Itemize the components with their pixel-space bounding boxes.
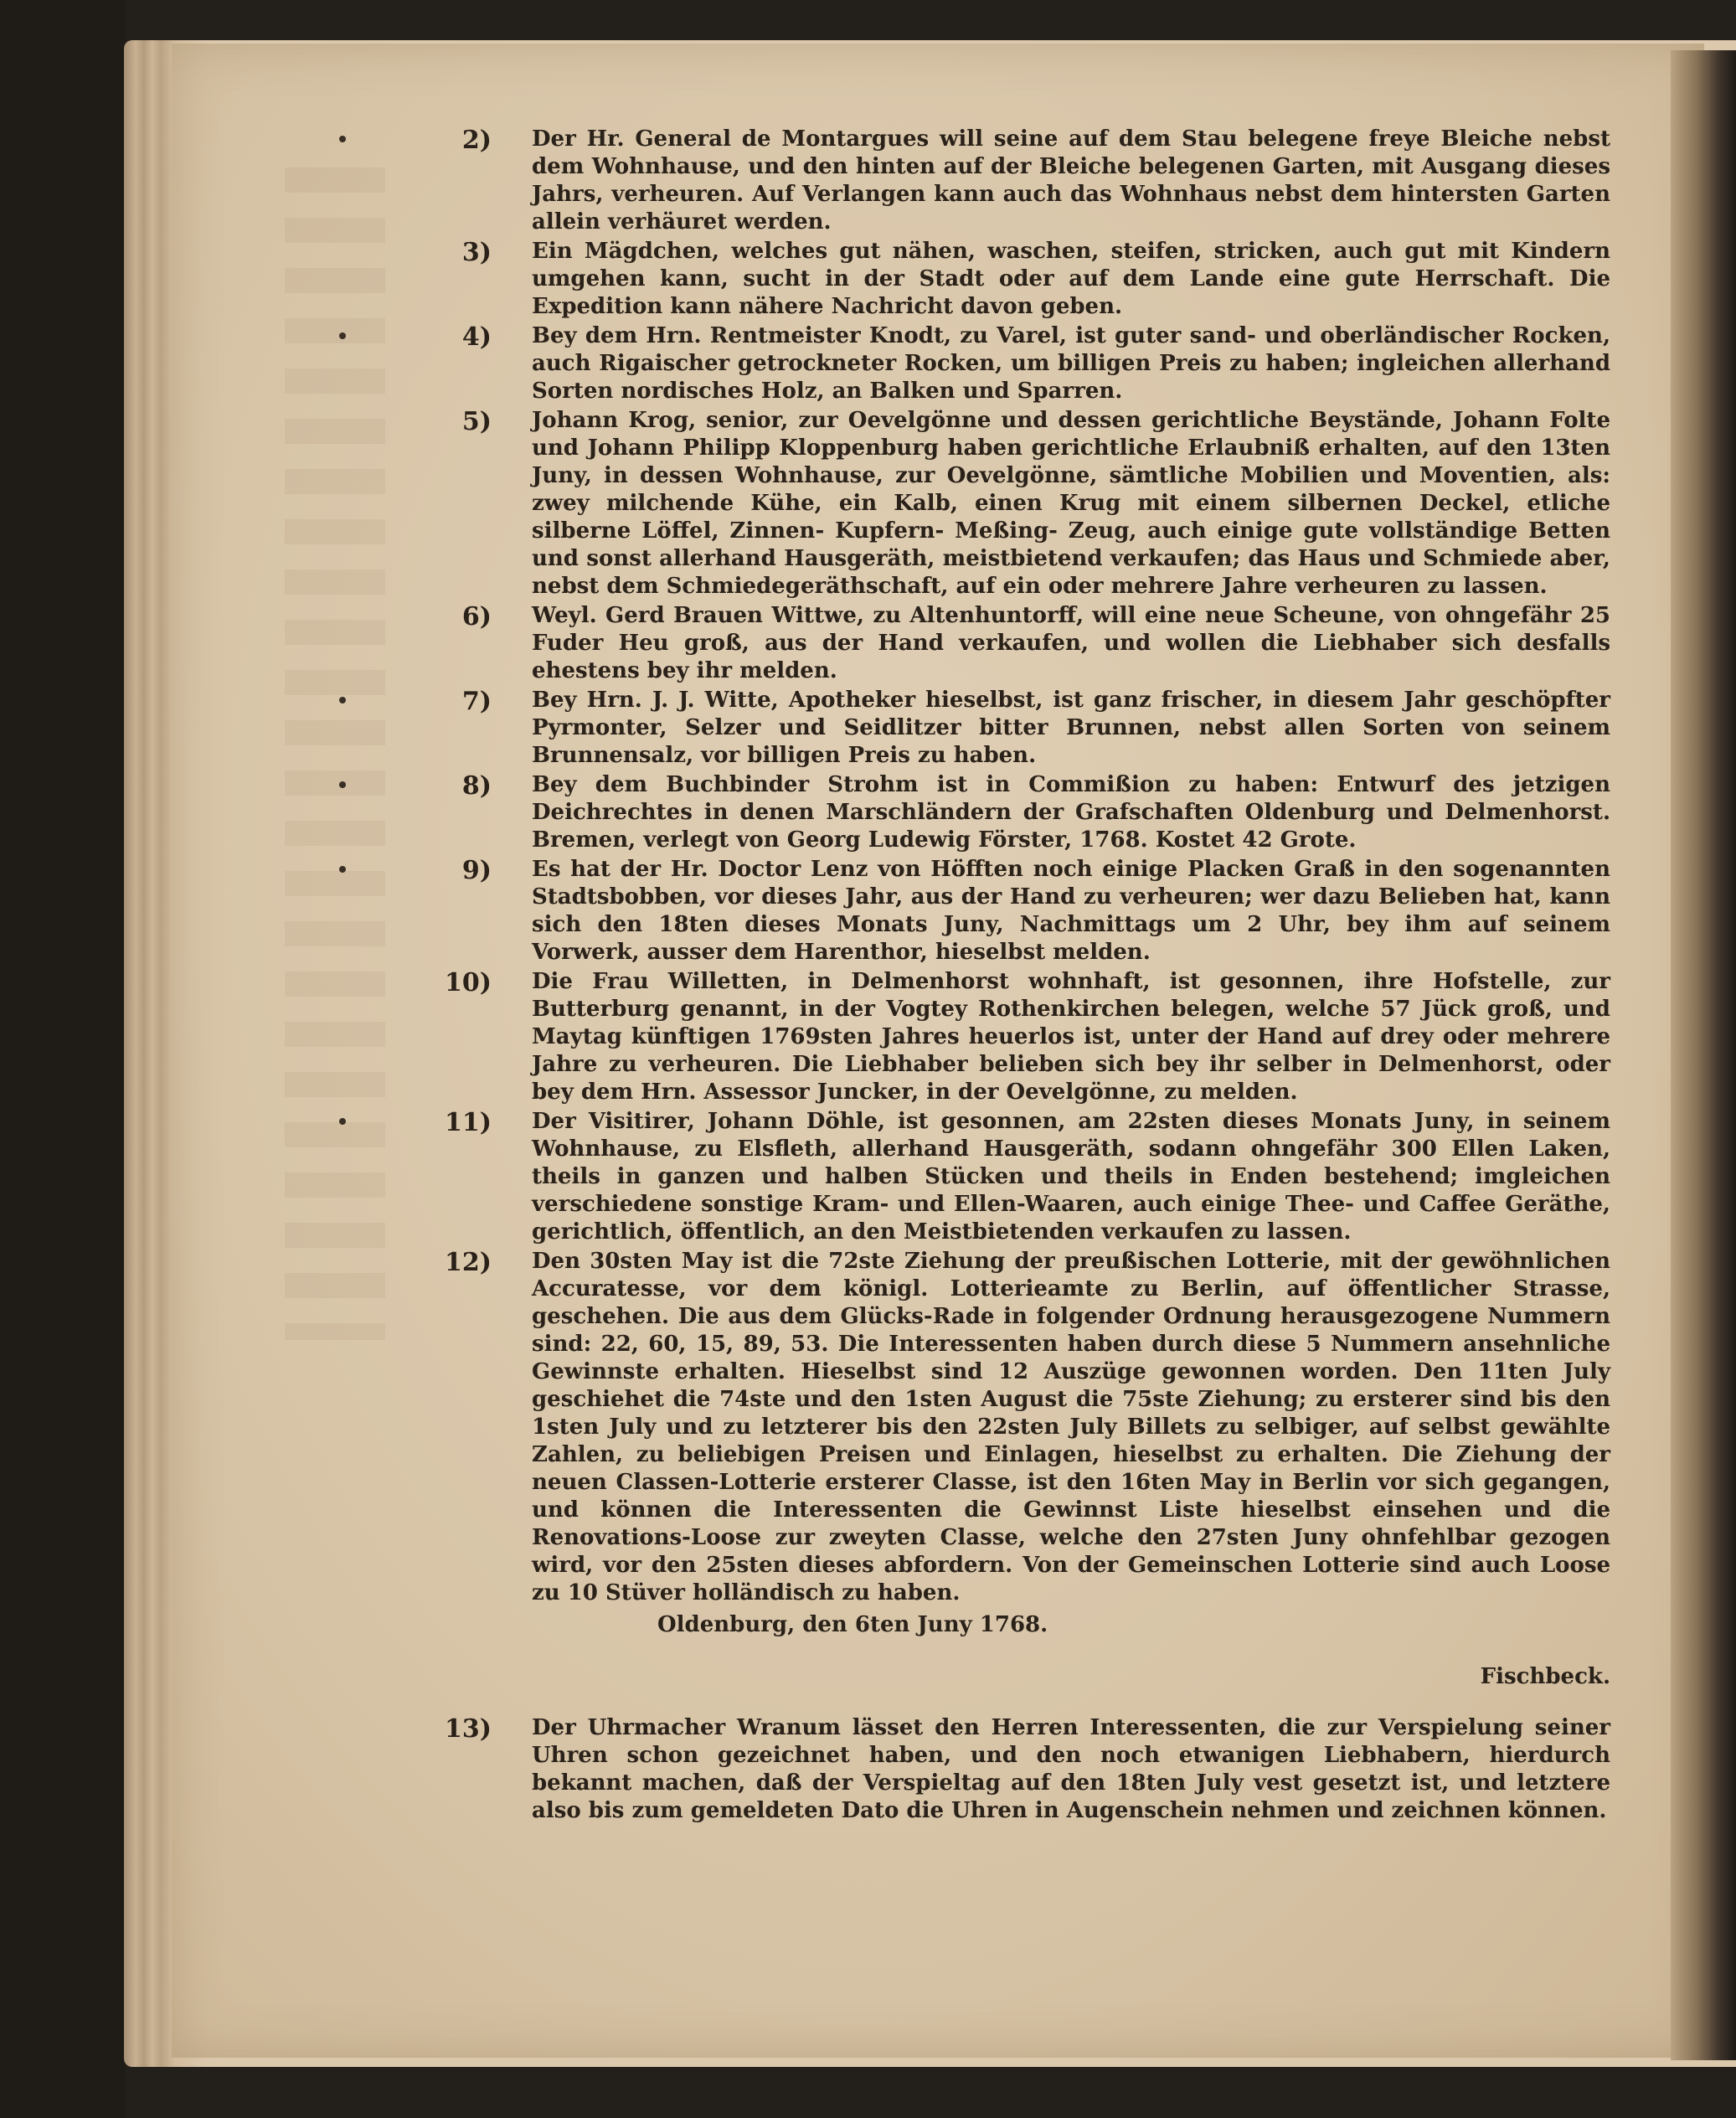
book-gutter <box>1671 50 1736 2060</box>
entry-text: Johann Krog, senior, zur Oevelgönne und dessen gerichtliche Beyständе, Johann Folte und Johann Philipp Kloppenburg haben gerichtliche Erlaubniß erhalten, auf den 13ten Juny, in dessen Wohnhause, zur Oevelgönne, sämtliche Mobilien und Moventien, als: zwey milchende Kühe, ein Kalb, einen Krug mit einem silbernen Deckel, etliche silberne Löffel, Zinnen- Kupfern- Meßing- Zeug, auch einige gute vollständige Betten und sonst allerhand Hausgeräth, meistbietend verkaufen; das Haus und Schmiede aber, nebst dem Schmiedegeräthschaft, auf ein oder mehrere Jahre verheuren zu lassen. <box>532 408 1610 599</box>
entry-text: Bey dem Buchbinder Strohm ist in Commißion zu haben: Entwurf des jetzigen Deichrechtes in denen Marschländern der Grafschaften Oldenburg und Delmenhorst. Bremen, verlegt von Georg Ludewig Förster, 1768. Kostet 42 Grote. <box>532 772 1610 853</box>
entry-text: Den 30sten May ist die 72ste Ziehung der preußischen Lotterie, mit der gewöhnlichen Accuratesse, vor dem königl. Lotterieamte zu Berlin, auf öffentlicher Strasse, geschehen. Die aus dem Glücks-Rade in folgender Ordnung herausgezogene Nummern sind: 22, 60, 15, 89, 53. Die Interessenten haben durch diese 5 Nummern ansehnliche Gewinnste erhalten. Hieselbst sind 12 Auszüge gewonnen worden. Den 11ten July geschiehet die 74ste und den 1sten August die 75ste Ziehung; zu ersterer sind bis den 1sten July und zu letzterer bis den 22sten July Billets zu selbiger, auf selbst gewählte Zahlen, zu beliebigen Preisen und Einlagen, hieselbst zu erhalten. Die Ziehung der neuen Classen-Lotterie ersterer Classe, ist den 16ten May in Berlin vor sich gegangen, und können die Interessenten die Gewinnst Liste hieselbst einsehen und die Renovations-Loose zur zweyten Classe, welche den 27sten Juny ohnfehlbar gezogen wird, vor den 25sten dieses abfordern. Von der Gemeinschen Lotterie sind auch Loose zu 10 Stüver holländisch zu haben. <box>532 1249 1610 1605</box>
entry-text: Die Frau Willetten, in Delmenhorst wohnhaft, ist gesonnen, ihre Hofstelle, zur Butterburg genannt, in der Vogtey Rothenkirchen belegen, welche 57 Jück groß, und Maytag künftigen 1769sten Jahres heuerlos ist, unter der Hand auf drey oder mehrere Jahre zu verheuren. Die Liebhaber belieben sich bey ihr selber in Delmenhorst, oder bey dem Hrn. Assessor Juncker, in der Oevelgönne, zu melden. <box>532 969 1610 1105</box>
entry-text: Der Hr. General de Montargues will seine auf dem Stau belegene freye Bleiche nebst dem Wohnhause, und den hinten auf der Bleiche belegenen Garten, mit Ausgang dieses Jahrs, verheuren. Auf Verlangen kann auch das Wohnhaus nebst dem hintersten Garten allein verhäuret werden. <box>532 126 1610 234</box>
notice-entry <box>381 856 1610 966</box>
entry-text: Es hat der Hr. Doctor Lenz von Höfften noch einige Placken Graß in den sogenannten Stadtsbobben, vor dieses Jahr, aus der Hand zu verheuren; wer dazu Belieben hat, kann sich den 18ten dieses Monats Juny, Nachmittags um 2 Uhr, bey ihm auf seinem Vorwerk, ausser dem Harenthor, hieselbst melden. <box>532 857 1610 965</box>
entry-number: 4) <box>461 322 492 352</box>
entry-number: 10) <box>445 968 492 997</box>
entry-number: 8) <box>461 771 492 801</box>
notice-entry <box>381 407 1610 600</box>
notice-entry <box>381 1108 1610 1246</box>
entry-text: Bey Hrn. J. J. Witte, Apotheker hieselbst, ist ganz frischer, in diesem Jahr geschöpfter Pyrmonter, Selzer und Seidlitzer bitter Brunnen, nebst allen Sorten von seinem Brunnensalz, vor billigen Preis zu haben. <box>532 688 1610 768</box>
margin-mark <box>339 136 346 142</box>
entry-number: 11) <box>445 1108 492 1137</box>
entry-text: Bey dem Hrn. Rentmeister Knodt, zu Varel, ist guter sand- und oberländischer Rocken, auch Rigaischer getrockneter Rocken, um billigen Preis zu haben; ingleichen allerhand Sorten nordisches Holz, an Balken und Sparren. <box>532 323 1610 404</box>
notice-entry <box>381 126 1610 236</box>
margin-mark <box>339 1118 346 1125</box>
notice-entry <box>381 771 1610 854</box>
show-through-shadow <box>285 167 385 1340</box>
notice-entry <box>381 1248 1610 1607</box>
entry-number: 9) <box>461 856 492 885</box>
scan-background <box>0 0 126 2118</box>
entry-number: 13) <box>445 1714 492 1744</box>
margin-mark <box>339 332 346 339</box>
margin-mark <box>339 697 346 703</box>
notice-entry <box>381 1714 1610 1825</box>
notice-entry <box>381 687 1610 770</box>
entry-number: 5) <box>461 407 492 436</box>
entry-number: 3) <box>461 238 492 267</box>
dateline: Oldenburg, den 6ten Juny 1768. <box>657 1612 1048 1637</box>
margin-mark <box>339 781 346 788</box>
page-content <box>381 126 1610 1827</box>
entry-text: Der Uhrmacher Wranum lässet den Herren Interessenten, die zur Verspielung seiner Uhren schon gezeichnet haben, und den noch etwanigen Liebhabern, hierdurch bekannt machen, daß der Verspieltag auf den 18ten July vest gesetzt ist, und letztere also bis zum gemeldeten Dato die Uhren in Augenschein nehmen und zeichnen können. <box>532 1715 1610 1823</box>
signature: Fischbeck. <box>1480 1664 1610 1689</box>
entry-number: 12) <box>445 1248 492 1277</box>
notice-entry <box>381 602 1610 685</box>
notice-entry <box>381 322 1610 405</box>
entry-text: Weyl. Gerd Brauen Wittwe, zu Altenhuntorff, will eine neue Scheune, von ohngefähr 25 Fuder Heu groß, aus der Hand verkaufen, und wollen die Liebhaber sich desfalls ehestens bey ihr melden. <box>532 603 1610 683</box>
margin-mark <box>339 866 346 873</box>
entry-number: 6) <box>461 602 492 631</box>
entry-text: Ein Mägdchen, welches gut nähen, waschen, steifen, stricken, auch gut mit Kindern umgehen kann, sucht in der Stadt oder auf dem Lande eine gute Herrschaft. Die Expedition kann nähere Nachricht davon geben. <box>532 239 1610 319</box>
entry-text: Der Visitirer, Johann Döhle, ist gesonnen, am 22sten dieses Monats Juny, in seinem Wohnhause, zu Elsfleth, allerhand Hausgeräth, sodann ohngefähr 300 Ellen Laken, theils in ganzen und halben Stücken und theils in Enden bestehend; imgleichen verschiedene sonstige Kram- und Ellen-Waaren, auch einige Thee- und Caffee Geräthe, gerichtlich, öffentlich, an den Meistbietenden verkaufen zu lassen. <box>532 1109 1610 1245</box>
entry-number: 2) <box>461 126 492 155</box>
notice-entry <box>381 968 1610 1106</box>
notice-entry <box>381 238 1610 321</box>
entry-number: 7) <box>461 687 492 716</box>
